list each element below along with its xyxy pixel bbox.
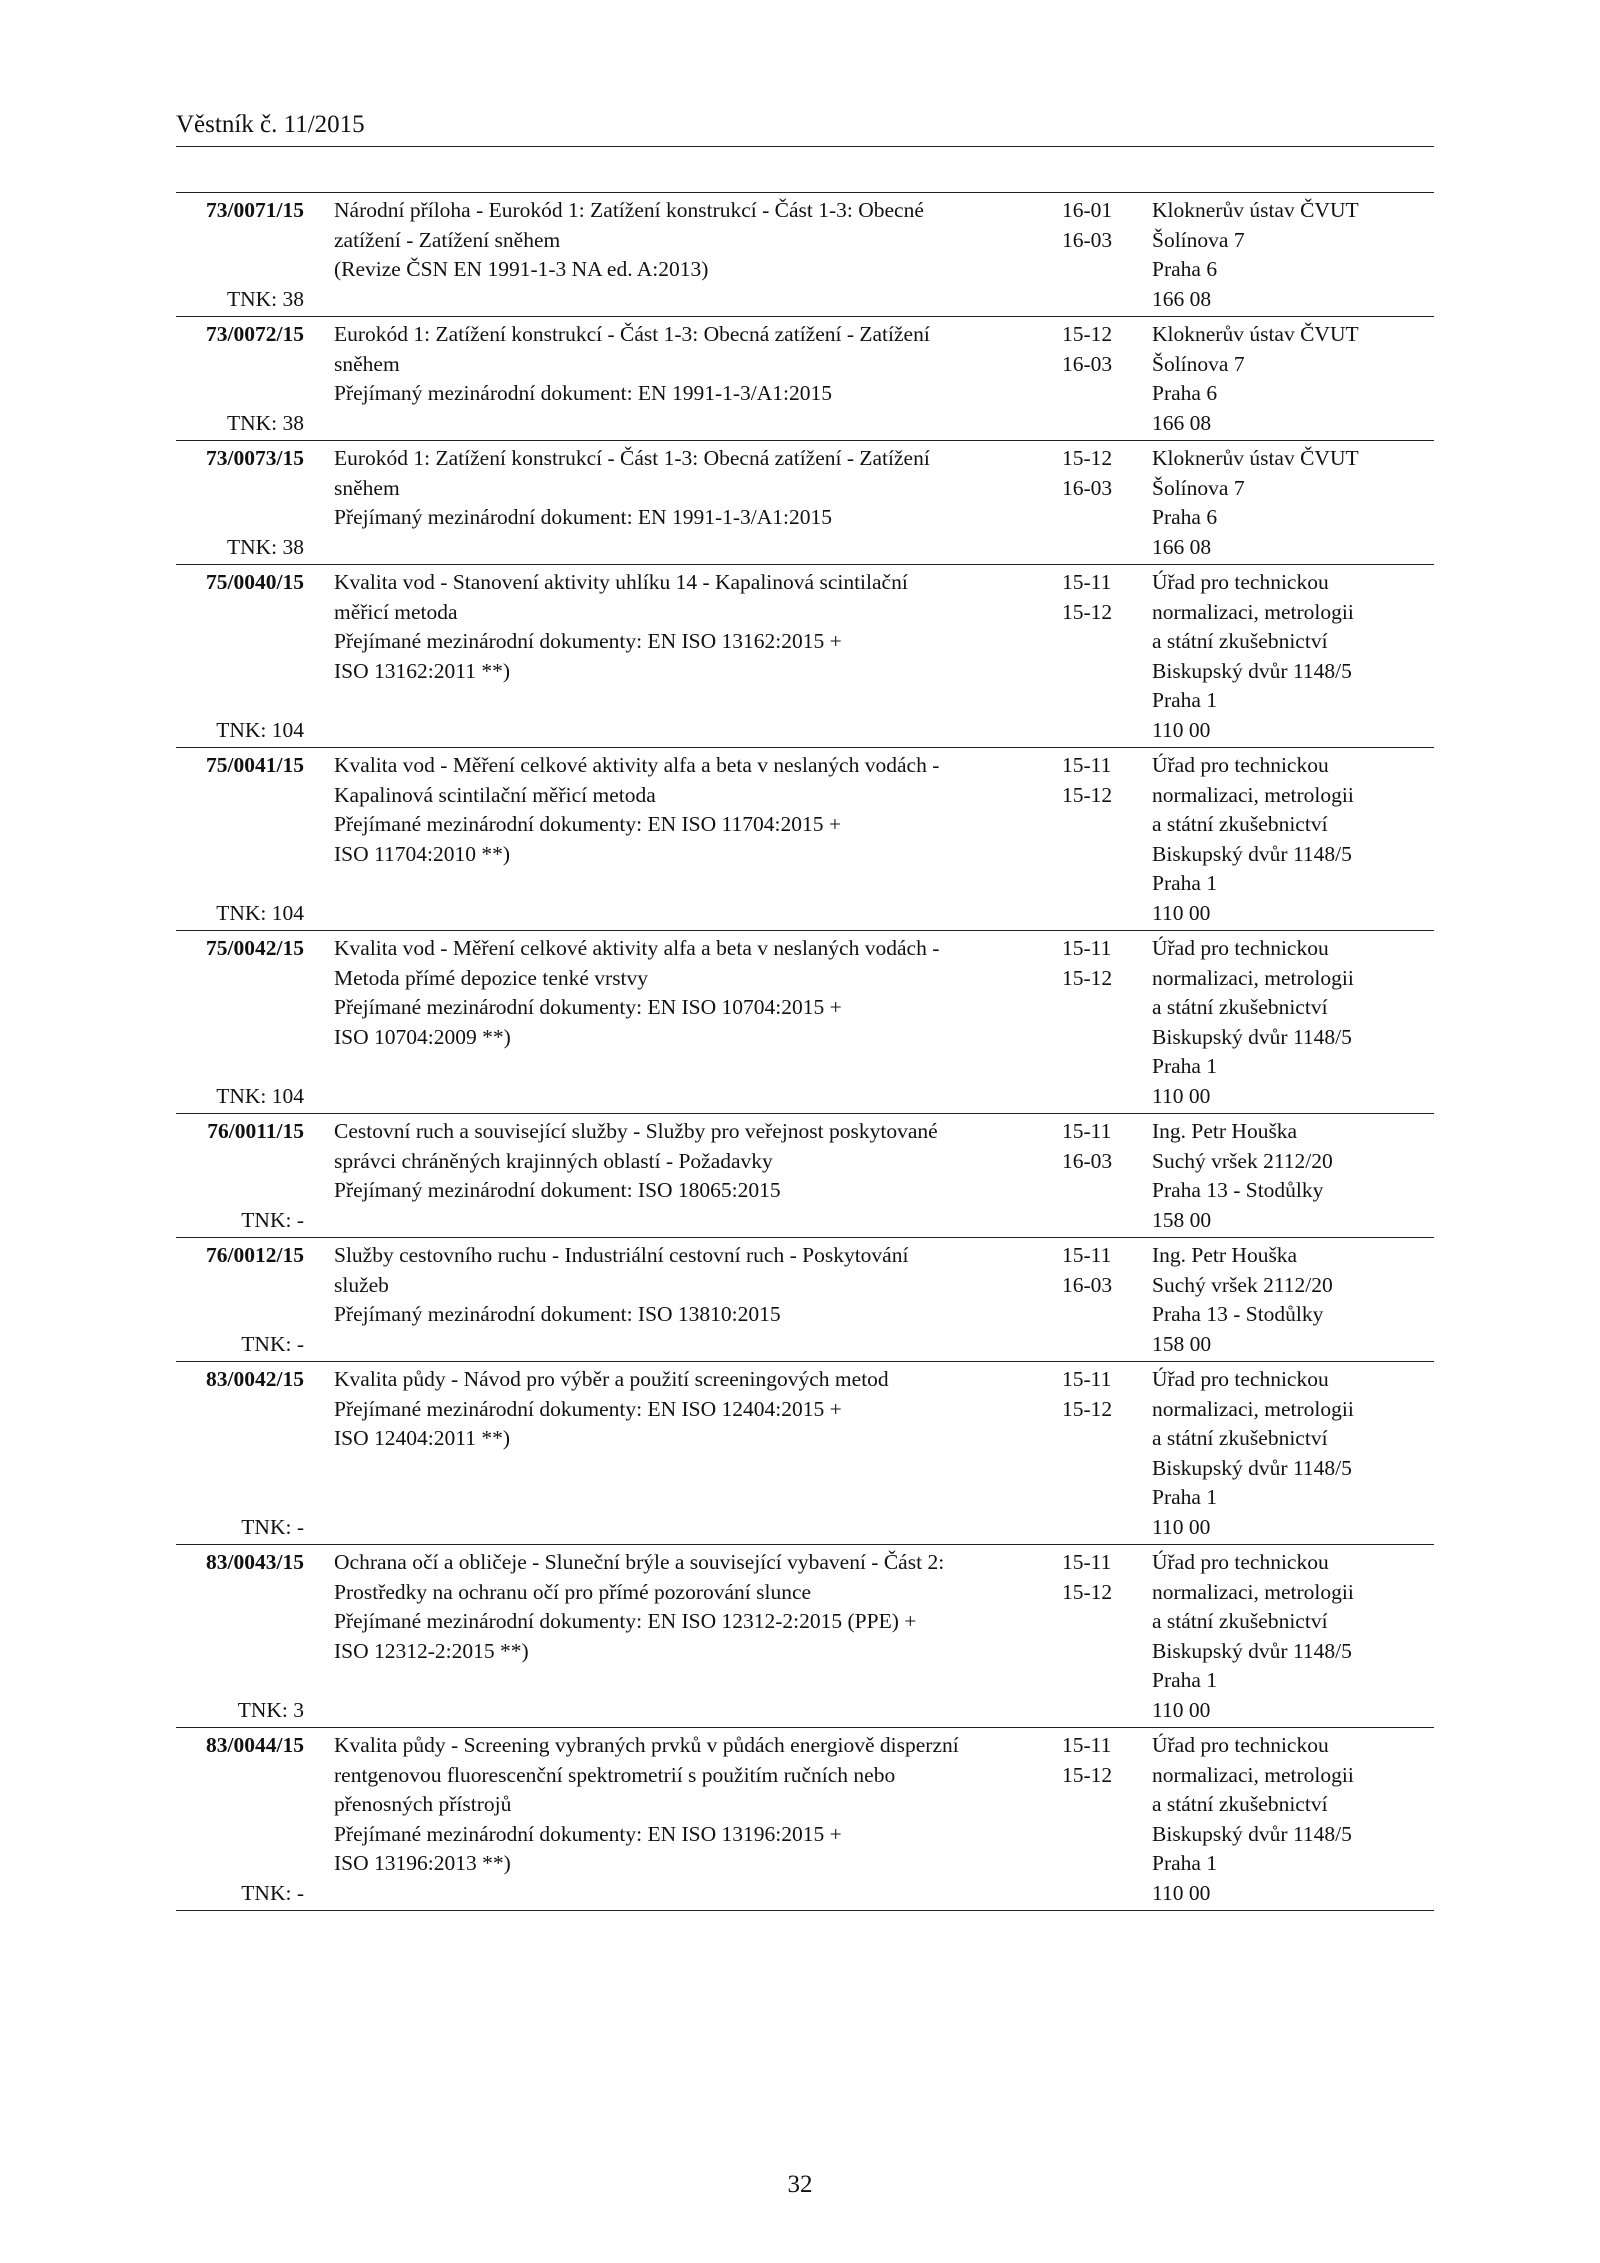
address-line: Kloknerův ústav ČVUT bbox=[1152, 446, 1359, 470]
standard-number: 76/0012/15 bbox=[206, 1243, 304, 1267]
address-line: normalizaci, metrologii bbox=[1152, 1762, 1354, 1787]
tnk-label: TNK: 3 bbox=[237, 1697, 304, 1722]
tnk-label: TNK: - bbox=[241, 1331, 304, 1356]
standard-title-line: Kvalita vod - Měření celkové aktivity alfa a beta v neslaných vodách - bbox=[334, 753, 940, 777]
standard-title-cell bbox=[334, 568, 1049, 686]
standard-number-cell bbox=[176, 751, 304, 928]
processor-address-cell bbox=[1152, 568, 1434, 745]
table-row bbox=[176, 316, 1434, 440]
address-line: 166 08 bbox=[1152, 410, 1212, 435]
address-line: 110 00 bbox=[1152, 717, 1211, 742]
address-line: Biskupský dvůr 1148/5 bbox=[1152, 1455, 1352, 1480]
date-value: 16-01 bbox=[1062, 198, 1113, 222]
standard-number: 73/0071/15 bbox=[206, 198, 304, 222]
table-row bbox=[176, 1361, 1434, 1544]
address-line: normalizaci, metrologii bbox=[1152, 782, 1354, 807]
address-line: 110 00 bbox=[1152, 1083, 1211, 1108]
standard-title-line: Kvalita vod - Stanovení aktivity uhlíku 14 - Kapalinová scintilační bbox=[334, 570, 908, 594]
address-line: Úřad pro technickou bbox=[1152, 936, 1329, 960]
address-line: Ing. Petr Houška bbox=[1152, 1119, 1298, 1143]
processor-address-cell bbox=[1152, 934, 1434, 1111]
dates-cell bbox=[1062, 751, 1132, 810]
standard-title-line: ISO 13162:2011 **) bbox=[334, 658, 510, 683]
table-row bbox=[176, 930, 1434, 1113]
dates-cell bbox=[1062, 1117, 1132, 1176]
table-row bbox=[176, 440, 1434, 564]
date-value: 15-12 bbox=[1062, 1762, 1113, 1787]
table-row bbox=[176, 1113, 1434, 1237]
date-value: 16-03 bbox=[1062, 351, 1113, 376]
dates-cell bbox=[1062, 1548, 1132, 1607]
address-line: Praha 1 bbox=[1152, 1054, 1218, 1078]
address-line: normalizaci, metrologii bbox=[1152, 1396, 1354, 1421]
date-value: 15-11 bbox=[1062, 1243, 1112, 1267]
standard-title-line: ISO 13196:2013 **) bbox=[334, 1851, 511, 1875]
standard-number-cell bbox=[176, 1241, 304, 1359]
date-value: 15-12 bbox=[1062, 1396, 1113, 1421]
address-line: Úřad pro technickou bbox=[1152, 1550, 1329, 1574]
standard-number-cell bbox=[176, 1365, 304, 1542]
address-line: 158 00 bbox=[1152, 1331, 1212, 1356]
date-value: 15-12 bbox=[1062, 322, 1113, 346]
standard-title-cell bbox=[334, 1241, 1049, 1330]
dates-cell bbox=[1062, 934, 1132, 993]
standard-number-cell bbox=[176, 1117, 304, 1235]
standard-number-cell bbox=[176, 320, 304, 438]
table-row bbox=[176, 1727, 1434, 1910]
standard-number: 83/0042/15 bbox=[206, 1367, 304, 1391]
address-line: Ing. Petr Houška bbox=[1152, 1243, 1298, 1267]
address-line: Suchý vršek 2112/20 bbox=[1152, 1272, 1333, 1297]
standard-number: 83/0044/15 bbox=[206, 1733, 304, 1757]
standard-title-cell bbox=[334, 1365, 1049, 1454]
date-value: 15-12 bbox=[1062, 446, 1113, 470]
standard-title-cell bbox=[334, 1731, 1049, 1879]
address-line: 110 00 bbox=[1152, 1697, 1211, 1722]
processor-address-cell bbox=[1152, 1117, 1434, 1235]
standard-title-line: Služby cestovního ruchu - Industriální cestovní ruch - Poskytování bbox=[334, 1243, 909, 1267]
address-line: a státní zkušebnictví bbox=[1152, 1792, 1328, 1816]
standard-number: 75/0041/15 bbox=[206, 753, 304, 777]
date-value: 16-03 bbox=[1062, 1148, 1113, 1173]
address-line: a státní zkušebnictví bbox=[1152, 629, 1328, 653]
table-row bbox=[176, 1237, 1434, 1361]
address-line: 110 00 bbox=[1152, 1880, 1211, 1905]
page-footer bbox=[0, 2170, 1600, 2200]
address-line: Praha 1 bbox=[1152, 1851, 1218, 1875]
date-value: 15-11 bbox=[1062, 1367, 1112, 1391]
standard-title-line: Kvalita půdy - Screening vybraných prvků v půdách energiově disperzní bbox=[334, 1733, 959, 1757]
standard-title-line: Prostředky na ochranu očí pro přímé pozorování slunce bbox=[334, 1579, 812, 1604]
tnk-label: TNK: 104 bbox=[216, 717, 304, 742]
tnk-label: TNK: - bbox=[241, 1880, 304, 1905]
address-line: Biskupský dvůr 1148/5 bbox=[1152, 1821, 1352, 1846]
standard-title-cell bbox=[334, 196, 1049, 285]
address-line: 166 08 bbox=[1152, 286, 1212, 311]
standard-title-line: Ochrana očí a obličeje - Sluneční brýle a související vybavení - Část 2: bbox=[334, 1550, 945, 1574]
standard-title-line: Přejímané mezinárodní dokumenty: EN ISO 13196:2015 + bbox=[334, 1821, 842, 1846]
address-line: Kloknerův ústav ČVUT bbox=[1152, 198, 1359, 222]
standard-title-line: rentgenovou fluorescenční spektrometrií s použitím ručních nebo bbox=[334, 1762, 896, 1787]
dates-cell bbox=[1062, 1241, 1132, 1300]
standard-title-line: Přejímané mezinárodní dokumenty: EN ISO 12404:2015 + bbox=[334, 1396, 842, 1421]
processor-address-cell bbox=[1152, 320, 1434, 438]
standard-title-cell bbox=[334, 444, 1049, 533]
page-number: 32 bbox=[787, 2171, 813, 2198]
table-row bbox=[176, 564, 1434, 747]
dates-cell bbox=[1062, 1731, 1132, 1790]
standard-number: 73/0073/15 bbox=[206, 446, 304, 470]
date-value: 16-03 bbox=[1062, 475, 1113, 500]
standard-number-cell bbox=[176, 1731, 304, 1908]
standard-title-line: ISO 11704:2010 **) bbox=[334, 841, 510, 866]
processor-address-cell bbox=[1152, 751, 1434, 928]
standard-title-line: Přejímaný mezinárodní dokument: ISO 13810:2015 bbox=[334, 1302, 781, 1326]
date-value: 15-12 bbox=[1062, 965, 1113, 990]
date-value: 15-12 bbox=[1062, 782, 1113, 807]
standard-title-line: Metoda přímé depozice tenké vrstvy bbox=[334, 965, 649, 990]
address-line: Úřad pro technickou bbox=[1152, 753, 1329, 777]
processor-address-cell bbox=[1152, 1365, 1434, 1542]
standard-title-line: Eurokód 1: Zatížení konstrukcí - Část 1-3: Obecná zatížení - Zatížení bbox=[334, 322, 930, 346]
address-line: normalizaci, metrologii bbox=[1152, 965, 1354, 990]
standard-title-line: Cestovní ruch a související služby - Služby pro veřejnost poskytované bbox=[334, 1119, 938, 1143]
date-value: 15-12 bbox=[1062, 1579, 1113, 1604]
standard-number-cell bbox=[176, 1548, 304, 1725]
table-row bbox=[176, 747, 1434, 930]
standard-number-cell bbox=[176, 444, 304, 562]
address-line: Praha 13 - Stodůlky bbox=[1152, 1178, 1324, 1202]
address-line: Úřad pro technickou bbox=[1152, 1733, 1329, 1757]
standard-title-line: ISO 12312-2:2015 **) bbox=[334, 1638, 529, 1663]
address-line: 110 00 bbox=[1152, 900, 1211, 925]
address-line: Suchý vršek 2112/20 bbox=[1152, 1148, 1333, 1173]
standard-title-line: Kvalita půdy - Návod pro výběr a použití screeningových metod bbox=[334, 1367, 889, 1391]
address-line: normalizaci, metrologii bbox=[1152, 1579, 1354, 1604]
address-line: Šolínova 7 bbox=[1152, 351, 1245, 376]
date-value: 16-03 bbox=[1062, 1272, 1113, 1297]
address-line: Praha 1 bbox=[1152, 1485, 1218, 1509]
address-line: a státní zkušebnictví bbox=[1152, 812, 1328, 836]
standard-number-cell bbox=[176, 934, 304, 1111]
standard-title-line: zatížení - Zatížení sněhem bbox=[334, 227, 561, 252]
dates-cell bbox=[1062, 1365, 1132, 1424]
address-line: a státní zkušebnictví bbox=[1152, 1426, 1328, 1450]
standard-title-line: přenosných přístrojů bbox=[334, 1792, 512, 1816]
standard-title-line: Národní příloha - Eurokód 1: Zatížení konstrukcí - Část 1-3: Obecné bbox=[334, 198, 924, 222]
processor-address-cell bbox=[1152, 1241, 1434, 1359]
tnk-label: TNK: 104 bbox=[216, 900, 304, 925]
standard-title-cell bbox=[334, 1117, 1049, 1206]
date-value: 15-11 bbox=[1062, 753, 1112, 777]
address-line: 158 00 bbox=[1152, 1207, 1212, 1232]
date-value: 15-12 bbox=[1062, 599, 1113, 624]
address-line: Kloknerův ústav ČVUT bbox=[1152, 322, 1359, 346]
page-header-title: Věstník č. 11/2015 bbox=[176, 111, 365, 138]
standard-number: 73/0072/15 bbox=[206, 322, 304, 346]
standard-title-cell bbox=[334, 320, 1049, 409]
tnk-label: TNK: 38 bbox=[226, 286, 304, 311]
address-line: Praha 1 bbox=[1152, 871, 1218, 895]
date-value: 15-11 bbox=[1062, 570, 1112, 594]
address-line: Praha 1 bbox=[1152, 1668, 1218, 1692]
standard-number: 75/0040/15 bbox=[206, 570, 304, 594]
standard-title-line: Přejímané mezinárodní dokumenty: EN ISO 11704:2015 + bbox=[334, 812, 841, 836]
address-line: a státní zkušebnictví bbox=[1152, 995, 1328, 1019]
standard-number: 76/0011/15 bbox=[207, 1119, 304, 1143]
address-line: Praha 13 - Stodůlky bbox=[1152, 1302, 1324, 1326]
processor-address-cell bbox=[1152, 1731, 1434, 1908]
standard-number-cell bbox=[176, 196, 304, 314]
standard-title-line: Přejímané mezinárodní dokumenty: EN ISO 12312-2:2015 (PPE) + bbox=[334, 1609, 917, 1633]
standard-number: 83/0043/15 bbox=[206, 1550, 304, 1574]
tnk-label: TNK: 104 bbox=[216, 1083, 304, 1108]
standard-title-line: ISO 12404:2011 **) bbox=[334, 1426, 510, 1450]
standard-title-line: Přejímaný mezinárodní dokument: ISO 18065:2015 bbox=[334, 1178, 781, 1202]
dates-cell bbox=[1062, 196, 1132, 255]
tnk-label: TNK: 38 bbox=[226, 534, 304, 559]
processor-address-cell bbox=[1152, 196, 1434, 314]
processor-address-cell bbox=[1152, 1548, 1434, 1725]
standard-title-line: Kapalinová scintilační měřicí metoda bbox=[334, 782, 656, 807]
address-line: normalizaci, metrologii bbox=[1152, 599, 1354, 624]
standard-title-cell bbox=[334, 1548, 1049, 1666]
address-line: Biskupský dvůr 1148/5 bbox=[1152, 658, 1352, 683]
standard-title-line: Přejímaný mezinárodní dokument: EN 1991-1-3/A1:2015 bbox=[334, 381, 832, 405]
standard-title-line: sněhem bbox=[334, 351, 400, 376]
standard-number-cell bbox=[176, 568, 304, 745]
dates-cell bbox=[1062, 568, 1132, 627]
standard-title-line: správci chráněných krajinných oblastí - Požadavky bbox=[334, 1148, 773, 1173]
address-line: Biskupský dvůr 1148/5 bbox=[1152, 1024, 1352, 1049]
address-line: a státní zkušebnictví bbox=[1152, 1609, 1328, 1633]
standard-title-line: ISO 10704:2009 **) bbox=[334, 1024, 511, 1049]
tnk-label: TNK: - bbox=[241, 1207, 304, 1232]
date-value: 15-11 bbox=[1062, 1550, 1112, 1574]
address-line: Šolínova 7 bbox=[1152, 475, 1245, 500]
standard-title-line: Přejímaný mezinárodní dokument: EN 1991-1-3/A1:2015 bbox=[334, 505, 832, 529]
dates-cell bbox=[1062, 444, 1132, 503]
standard-title-line: Přejímané mezinárodní dokumenty: EN ISO 10704:2015 + bbox=[334, 995, 842, 1019]
address-line: Úřad pro technickou bbox=[1152, 570, 1329, 594]
address-line: Praha 1 bbox=[1152, 688, 1218, 712]
standard-title-line: Eurokód 1: Zatížení konstrukcí - Část 1-3: Obecná zatížení - Zatížení bbox=[334, 446, 930, 470]
address-line: 110 00 bbox=[1152, 1514, 1211, 1539]
standards-table bbox=[176, 192, 1434, 1911]
address-line: Šolínova 7 bbox=[1152, 227, 1245, 252]
standard-title-line: (Revize ČSN EN 1991-1-3 NA ed. A:2013) bbox=[334, 257, 709, 281]
date-value: 16-03 bbox=[1062, 227, 1113, 252]
tnk-label: TNK: 38 bbox=[226, 410, 304, 435]
address-line: 166 08 bbox=[1152, 534, 1212, 559]
standard-title-cell bbox=[334, 934, 1049, 1052]
date-value: 15-11 bbox=[1062, 1733, 1112, 1757]
page-header bbox=[176, 110, 1434, 147]
standard-title-line: měřicí metoda bbox=[334, 599, 458, 624]
address-line: Praha 6 bbox=[1152, 257, 1218, 281]
dates-cell bbox=[1062, 320, 1132, 379]
standard-title-cell bbox=[334, 751, 1049, 869]
processor-address-cell bbox=[1152, 444, 1434, 562]
address-line: Praha 6 bbox=[1152, 505, 1218, 529]
table-row bbox=[176, 1544, 1434, 1727]
standard-title-line: služeb bbox=[334, 1272, 389, 1297]
address-line: Praha 6 bbox=[1152, 381, 1218, 405]
address-line: Biskupský dvůr 1148/5 bbox=[1152, 841, 1352, 866]
standard-number: 75/0042/15 bbox=[206, 936, 304, 960]
standard-title-line: Přejímané mezinárodní dokumenty: EN ISO 13162:2015 + bbox=[334, 629, 842, 653]
tnk-label: TNK: - bbox=[241, 1514, 304, 1539]
address-line: Úřad pro technickou bbox=[1152, 1367, 1329, 1391]
table-row bbox=[176, 193, 1434, 316]
date-value: 15-11 bbox=[1062, 1119, 1112, 1143]
date-value: 15-11 bbox=[1062, 936, 1112, 960]
address-line: Biskupský dvůr 1148/5 bbox=[1152, 1638, 1352, 1663]
standard-title-line: Kvalita vod - Měření celkové aktivity alfa a beta v neslaných vodách - bbox=[334, 936, 940, 960]
standard-title-line: sněhem bbox=[334, 475, 400, 500]
